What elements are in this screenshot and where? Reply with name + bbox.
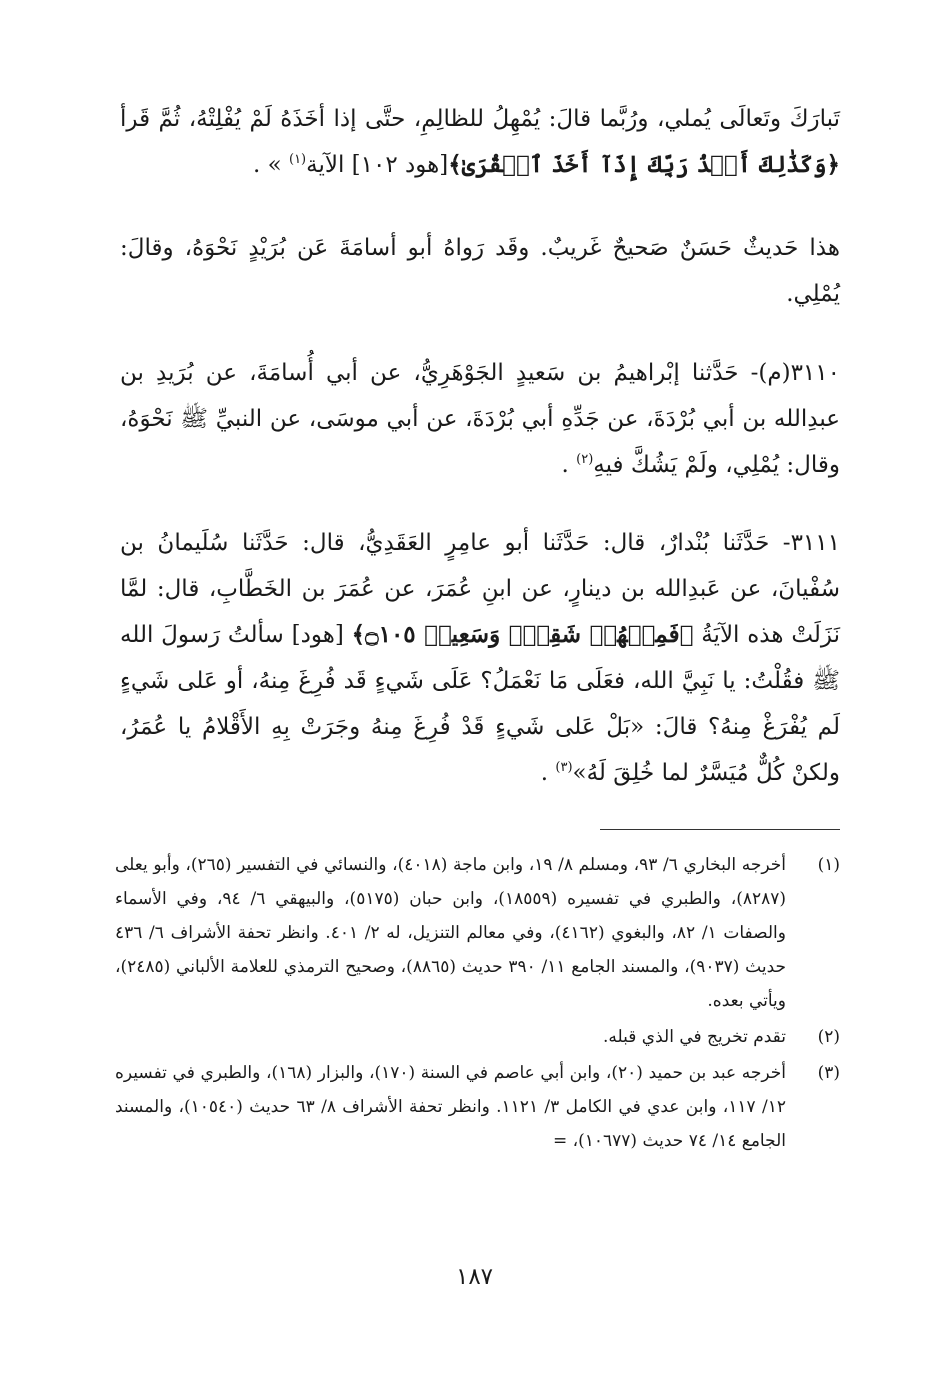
paragraph-2 (120, 225, 840, 317)
footnote-number: (٢) (817, 1027, 840, 1047)
quran-verse-2: ﴿فَمِنۡهُمۡ شَقِيّٞ وَسَعِيدٞ ۝١٠٥﴾ (351, 621, 694, 648)
footnote-marker-2: (٢) (576, 452, 594, 467)
footnote-text: أخرجه عبد بن حميد (٢٠)، وابن أبي عاصم في السنة (١٧٠)، والبزار (١٦٨)، والطبري في تفسيره ١٢/ ١١٧، وابن عدي في الكامل ٣/ ١١٢١. وانظر تحفة الأشراف ٨/ ٦٣ حديث (١٠٥٤٠)، والمسند الجامع ١٤/ ٧٤ حديث (١٠٦٧٧)، = (115, 1063, 786, 1151)
paragraph-1-end: » . (252, 152, 289, 178)
footnote-text: تقدم تخريج في الذي قبله. (602, 1027, 786, 1047)
paragraph-3 (120, 350, 840, 488)
footnote-number: (٣) (817, 1063, 840, 1083)
paragraph-4-text: ٣١١١- حَدَّثَنا بُنْدارٌ، قال: حَدَّثَنا أبو عامِرٍ العَقَدِيُّ، قال: حَدَّثَنا سُلَيمانُ بن سُفْيانَ، عن عَبدِالله بن دينارٍ، عن ابنِ عُمَرَ، عن عُمَرَ بن الخَطَّابِ، قال: لمَّا نَزَلَتْ هذه الآيَةُ (120, 530, 841, 648)
footnotes (115, 848, 840, 1160)
paragraph-2-text: هذا حَديثٌ حَسَنٌ صَحيحٌ غَريبٌ. وقَد رَواهُ أبو أسامَةَ عَن بُرَيْدٍ نَحْوَهُ، وقالَ: يُمْلِي. (120, 235, 840, 307)
paragraph-1-text: تَبارَكَ وتَعالَى يُملي، ورُبَّما قالَ: يُمْهِلُ للظالِمِ، حتَّى إذا أخَذَهُ لَمْ يُفْلِتْهُ، ثُمَّ قَرأ (120, 106, 840, 132)
paragraph-3-end: . (561, 452, 577, 478)
footnote-separator (600, 829, 840, 830)
paragraph-1 (120, 96, 840, 188)
paragraph-3-text: ٣١١٠(م)- حَدَّثنا إبْراهيمُ بن سَعيدٍ الجَوْهَرِيُّ، عن أبي أُسامَةَ، عن بُرَيدِ بن عبدِالله بن أبي بُرْدَةَ، عن جَدِّهِ أبي بُرْدَةَ، عن أبي موسَى، عن النبيِّ ﷺ نَحْوَهُ، وقال: يُمْلِي، ولَمْ يَشُكَّ فيهِ (120, 360, 840, 478)
paragraph-4-continuation: [هود] سألتُ رَسولَ الله ﷺ فقُلْتُ: يا نَبِيَّ الله، فعَلَى مَا نَعْمَلُ؟ عَلَى شَيءٍ قَد فُرِغَ مِنهُ، أو عَلى شَيءٍ لَم يُفْرَغْ مِنهُ؟ قالَ: «بَلْ عَلى شَيءٍ قَدْ فُرِغَ مِنهُ وجَرَتْ بِهِ الأَقْلامُ يا عُمَرُ، ولكنْ كُلٌّ مُيَسَّرٌ لما خُلِقَ لَهُ» (120, 622, 840, 786)
footnote-text: أخرجه البخاري ٦/ ٩٣، ومسلم ٨/ ١٩، وابن ماجة (٤٠١٨)، والنسائي في التفسير (٢٦٥)، وأبو يعلى (٨٢٨٧)، والطبري في تفسيره (١٨٥٥٩)، وابن حبان (٥١٧٥)، والبيهقي ٦/ ٩٤، وفي الأسماء والصفات ١/ ٨٢، والبغوي (٤١٦٢)، وفي معالم التنزيل، له ٢/ ٤٠١. وانظر تحفة الأشراف ٦/ ٤٣٦ حديث (٩٠٣٧)، والمسند الجامع ١١/ ٣٩٠ حديث (٨٨٦٥)، وصحيح الترمذي للعلامة الألباني (٢٤٨٥)، ويأتي بعده. (115, 855, 787, 1011)
footnote-2 (115, 1020, 840, 1054)
footnote-1 (115, 848, 840, 1018)
footnote-marker-3: (٣) (555, 760, 573, 775)
footnote-3 (115, 1056, 840, 1158)
paragraph-4-end: . (540, 760, 556, 786)
paragraph-4 (120, 520, 840, 796)
page-number: ١٨٧ (455, 1264, 494, 1290)
footnote-marker-1: (١) (288, 152, 307, 167)
paragraph-1-reference: [هود ١٠٢] الآية (306, 152, 449, 178)
footnote-number: (١) (817, 855, 840, 875)
quran-verse-1: ﴿وَكَذَٰلِكَ أَخۡذُ رَبِّكَ إِذَآ أَخَذَ ٱلۡقُرَىٰ﴾ (448, 151, 840, 178)
